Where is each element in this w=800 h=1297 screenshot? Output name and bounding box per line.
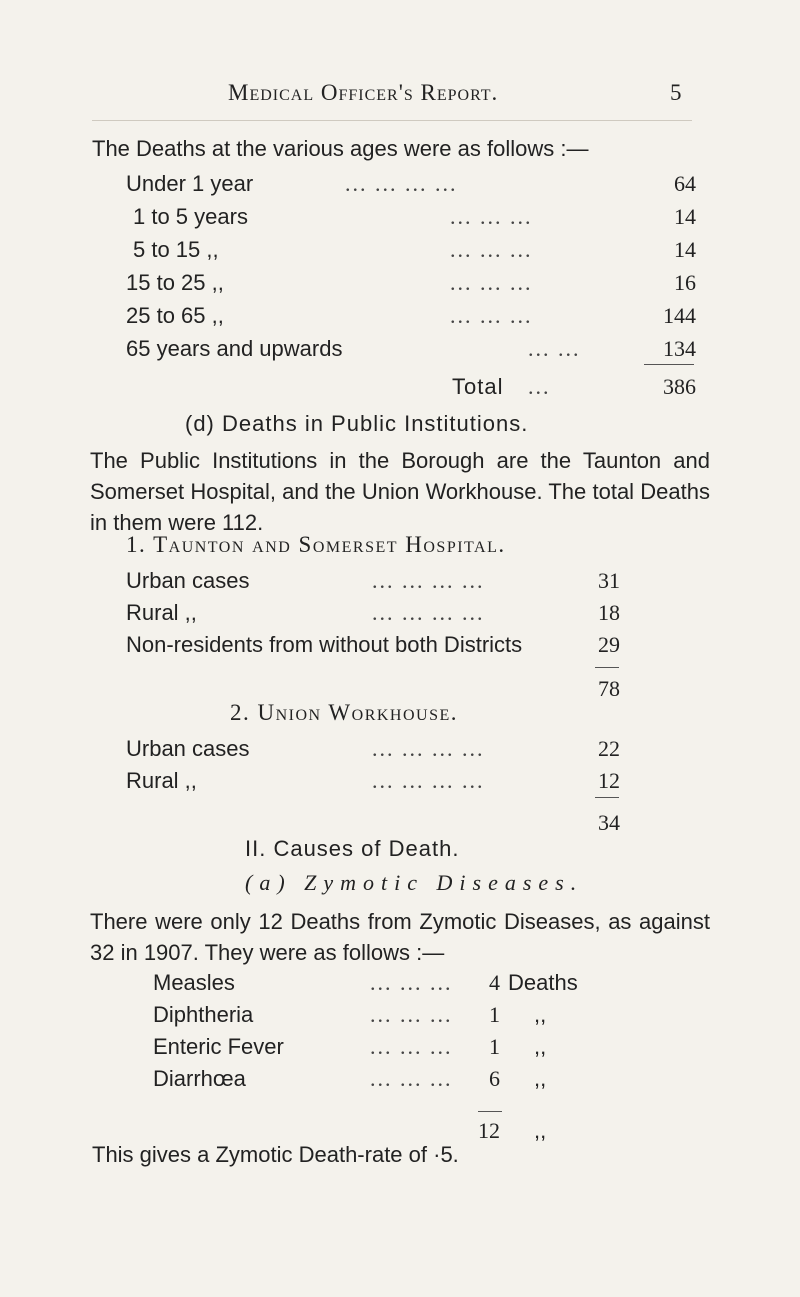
zymotic-row-dots: ... ... ... <box>370 1066 453 1091</box>
age-row-dots: ... ... <box>528 336 581 361</box>
age-row-dots: ... ... ... <box>450 237 533 262</box>
zymotic-row-unit: ,, <box>534 1002 547 1027</box>
age-row-label: Under 1 year <box>126 171 254 196</box>
hospital-row-value: 29 <box>598 632 620 657</box>
age-row-dots: ... ... ... <box>450 270 533 295</box>
zymotic-row-unit: Deaths <box>508 970 578 995</box>
zymotic-row-dots: ... ... ... <box>370 1002 453 1027</box>
workhouse-row-dots: ... ... ... ... <box>372 736 485 761</box>
age-row-value: 134 <box>663 336 696 361</box>
workhouse-total: 34 <box>598 810 620 835</box>
age-row-value: 144 <box>663 303 696 328</box>
section-d-title: (d) Deaths in Public Institutions. <box>185 411 529 436</box>
total-label: Total <box>452 374 504 399</box>
zymotic-row-label: Enteric Fever <box>153 1034 284 1059</box>
total-value: 386 <box>663 374 696 399</box>
hospital-row-label: Urban cases <box>126 568 250 593</box>
hospital-total: 78 <box>598 676 620 701</box>
workhouse-total-rule <box>595 797 619 798</box>
age-row-dots: ... ... ... ... <box>345 171 458 196</box>
workhouse-row-label: Rural ,, <box>126 768 197 793</box>
hospital-row-label: Rural ,, <box>126 600 197 625</box>
age-row-label: 15 to 25 ,, <box>126 270 224 295</box>
hospital-row-dots: ... ... ... ... <box>372 600 485 625</box>
zymotic-row-label: Diarrhœa <box>153 1066 246 1091</box>
workhouse-row-label: Urban cases <box>126 736 250 761</box>
age-row-dots: ... ... ... <box>450 204 533 229</box>
hospital-total-rule <box>595 667 619 668</box>
age-row-value: 14 <box>674 204 696 229</box>
zymotic-row-value: 1 <box>489 1002 500 1027</box>
zymotic-row-unit: ,, <box>534 1034 547 1059</box>
zymotic-total-rule <box>478 1111 502 1112</box>
page-number: 5 <box>670 80 682 105</box>
section-ii-title: II. Causes of Death. <box>245 836 460 861</box>
hospital-row-value: 18 <box>598 600 620 625</box>
age-row-value: 64 <box>674 171 696 196</box>
age-row-dots: ... ... ... <box>450 303 533 328</box>
zymotic-title: (a) Zymotic Diseases. <box>245 870 584 895</box>
age-row-label: 65 years and upwards <box>126 336 343 361</box>
age-row-label: 1 to 5 years <box>133 204 248 229</box>
workhouse-title: 2. Union Workhouse. <box>230 700 459 725</box>
ages-intro: The Deaths at the various ages were as follows :— <box>92 136 589 161</box>
zymotic-row-dots: ... ... ... <box>370 1034 453 1059</box>
closing-sentence: This gives a Zymotic Death-rate of ·5. <box>92 1142 459 1167</box>
zymotic-row-value: 6 <box>489 1066 500 1091</box>
hospital-row-value: 31 <box>598 568 620 593</box>
hospital-row-label: Non-residents from without both Districts <box>126 632 523 657</box>
workhouse-row-value: 22 <box>598 736 620 761</box>
total-rule <box>644 364 694 365</box>
age-row-value: 16 <box>674 270 696 295</box>
hospital-title: 1. Taunton and Somerset Hospital. <box>126 532 506 557</box>
zymotic-total: 12 <box>478 1118 500 1143</box>
workhouse-row-value: 12 <box>598 768 620 793</box>
workhouse-row-dots: ... ... ... ... <box>372 768 485 793</box>
age-row-value: 14 <box>674 237 696 262</box>
total-dots: ... <box>528 374 551 399</box>
zymotic-row-dots: ... ... ... <box>370 970 453 995</box>
zymotic-row-label: Measles <box>153 970 235 995</box>
zymotic-total-unit: ,, <box>534 1118 547 1143</box>
age-row-label: 5 to 15 ,, <box>133 237 219 262</box>
zymotic-paragraph: There were only 12 Deaths from Zymotic Diseases, as against 32 in 1907. They were as follows :— <box>90 909 710 965</box>
institutions-paragraph: The Public Institutions in the Borough are the Taunton and Somerset Hospital, and the Union Workhouse. The total Deaths in them were 112. <box>90 448 710 535</box>
zymotic-row-label: Diphtheria <box>153 1002 254 1027</box>
zymotic-row-value: 1 <box>489 1034 500 1059</box>
header-rule <box>92 120 692 121</box>
hospital-row-dots: ... ... ... ... <box>372 568 485 593</box>
zymotic-row-value: 4 <box>489 970 500 995</box>
running-header: Medical Officer's Report. <box>228 80 499 105</box>
age-row-label: 25 to 65 ,, <box>126 303 224 328</box>
zymotic-row-unit: ,, <box>534 1066 547 1091</box>
